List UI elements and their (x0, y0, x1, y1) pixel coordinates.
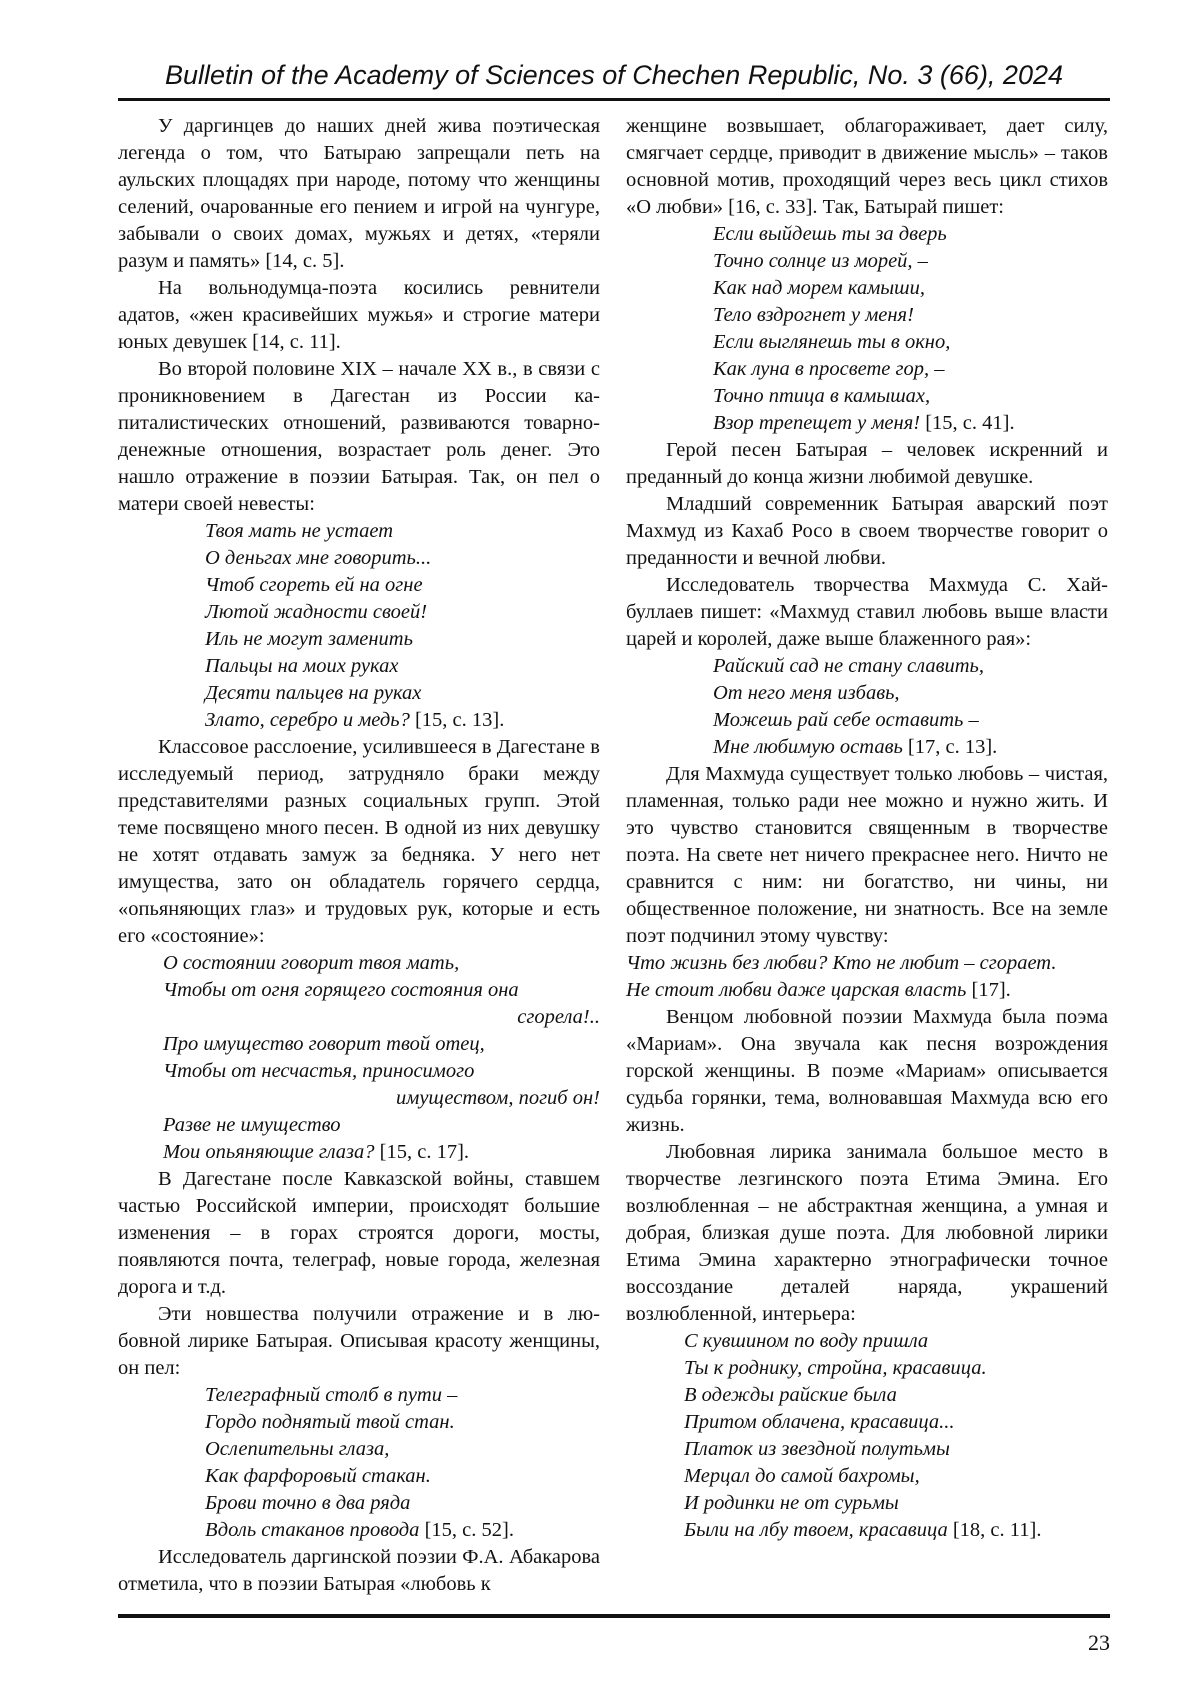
verse-line: О деньгах мне говорить... (205, 547, 432, 569)
paragraph: Эти новшества получили отражение и в любовной лирике Батырая. Описывая красоту женщины, он пел: (118, 1303, 600, 1379)
verse-line: Можешь рай себе оставить – (713, 709, 979, 731)
page-number: 23 (1088, 1630, 1110, 1655)
poem-quote (626, 653, 1108, 761)
verse-line (626, 977, 1108, 1004)
verse-line: Про имущество говорит твой отец, (163, 1033, 485, 1055)
poem-quote (118, 1382, 600, 1544)
verse-line: От него меня избавь, (713, 682, 900, 704)
verse-line: Как фарфоровый стакан. (205, 1465, 431, 1487)
poem-quote (118, 950, 600, 1166)
verse-line: Ослепительны глаза, (205, 1438, 390, 1460)
verse-line: Иль не могут заменить (205, 628, 413, 650)
verse-line: Мерцал до самой бахромы, (684, 1465, 920, 1487)
verse-line (205, 1517, 600, 1544)
verse-text: Вдоль стаканов провода (205, 1519, 420, 1541)
verse-line: Платок из звездной полутьмы (684, 1438, 950, 1460)
citation: [15, с. 13]. (409, 709, 505, 731)
verse-line: И родинки не от сурьмы (684, 1492, 899, 1514)
verse-line (713, 410, 1108, 437)
paragraph: Исследователь даргинской поэзии Ф.А. Абакарова отметила, что в поэзии Батырая «любовь к (118, 1546, 600, 1595)
verse-line: Как луна в просвете гор, – (713, 358, 945, 380)
verse-line: О состоянии говорит твоя мать, (163, 952, 460, 974)
verse-line: Точно солнце из морей, – (713, 250, 928, 272)
paragraph: женщине возвышает, облагораживает, дает силу, смягчает сердце, приводит в движение мысль» – таков основной мотив, проходящий через весь цикл стихов «О любви» [16, с. 33]. Так, Батырай пишет: (626, 115, 1108, 218)
paragraph: Классовое расслоение, усилившееся в Дагестане в исследуемый период, затрудняло браки между представителями разных социальных групп. Этой теме посвящено много песен. В одной из них девушку не хотят отдавать замуж за бедняка. У него нет имущества, зато он обладатель горячего сердца, «опьяняющих глаз» и трудовых рук, которые и есть его «состояние»: (118, 736, 600, 947)
verse-line: Пальцы на моих руках (205, 655, 399, 677)
paragraph: Для Махмуда существует только любовь – чистая, пламенная, только ради нее можно и нужно жить. И это чувство становится священным в творчестве поэта. На свете нет ничего прекраснее него. Ничто не сравнится с ним: ни богатство, ни чины, ни общественное положение, ни знатность. Все на земле поэт подчинил этому чувству: (626, 763, 1108, 947)
verse-line: Твоя мать не устает (205, 520, 394, 542)
paragraph: Исследователь творчества Махмуда С. Хайбуллаев пишет: «Махмуд ставил любовь выше власти царей и королей, даже выше блаженного рая»: (626, 574, 1108, 650)
verse-line: Брови точно в два ряда (205, 1492, 411, 1514)
verse-line: Чтобы от несчастья, приносимого (163, 1060, 475, 1082)
poem-quote (118, 518, 600, 734)
header-rule (118, 98, 1110, 101)
citation: [15, с. 52]. (419, 1519, 514, 1541)
verse-line (205, 707, 600, 734)
verse-line: Лютой жадности своей! (205, 601, 428, 623)
verse-line: Чтобы от огня горящего состояния она (163, 979, 519, 1001)
paragraph: У даргинцев до наших дней жива поэтическая легенда о том, что Батыраю запрещали петь на аульских площадях при народе, потому что женщины селений, очарованные его пением и игрой на чунгуре, забывали о своих домах, мужьях и детях, «теряли разум и память» [14, с. 5]. (118, 115, 600, 272)
verse-line: имуществом, погиб он! (395, 1087, 600, 1109)
verse-text: Не стоит любви даже царская власть (626, 979, 967, 1001)
citation: [18, с. 11]. (947, 1519, 1042, 1541)
paragraph: Венцом любовной поэзии Махмуда была поэма «Мариам». Она звучала как песня возрождения горской женщины. В поэме «Мариам» описывается судьба горянки, тема, волновавшая Махмуда всю его жизнь. (626, 1006, 1108, 1136)
verse-line: Если выглянешь ты в окно, (713, 331, 951, 353)
verse-line: Разве не имущество (163, 1114, 341, 1136)
poem-quote (626, 1328, 1108, 1544)
verse-line: Телеграфный столб в пути – (205, 1384, 458, 1406)
verse-line (163, 1139, 600, 1166)
verse-text: Мои опьяняющие глаза? (163, 1141, 375, 1163)
verse-text: Мне любимую оставь (713, 736, 903, 758)
poem-quote (626, 950, 1108, 1004)
paragraph: В Дагестане после Кавказской войны, ставшем частью Российской империи, происходят большие изменения – в горах строятся дороги, мосты, появляются почта, телеграф, новые города, железная дорога и т.д. (118, 1168, 600, 1298)
verse-line: В одежды райские была (684, 1384, 897, 1406)
verse-line: Тело вздрогнет у меня! (713, 304, 914, 326)
verse-line: Райский сад не стану славить, (713, 655, 985, 677)
verse-line: Точно птица в камышах, (713, 385, 931, 407)
paragraph: Герой песен Батырая – человек искренний и преданный до конца жизни любимой девушке. (626, 439, 1108, 488)
paragraph: Во второй половине XIX – начале XX в., в связи с проникновением в Дагестан из России капиталистических отношений, развиваются товарно-денежные отношения, возрастает роль денег. Это нашло отражение в поэзии Батырая. Так, он пел о матери своей невесты: (118, 358, 600, 515)
footer-rule (118, 1614, 1110, 1618)
journal-header: Bulletin of the Academy of Sciences of Chechen Republic, No. 3 (66), 2024 (164, 60, 1063, 90)
citation: [15, с. 41]. (920, 412, 1015, 434)
verse-line (713, 734, 1108, 761)
verse-line: Если выйдешь ты за дверь (713, 223, 947, 245)
right-column (626, 113, 1108, 1544)
verse-line: Чтоб сгореть ей на огне (205, 574, 423, 596)
verse-line: Десяти пальцев на руках (205, 682, 422, 704)
verse-line (684, 1517, 1108, 1544)
verse-text: Были на лбу твоем, красавица (684, 1519, 948, 1541)
paragraph: Любовная лирика занимала большое место в творчестве лезгинского поэта Етима Эмина. Его возлюбленная – не абстрактная женщина, а умная и добрая, близкая душе поэта. Для любовной лирики Етима Эмина характерно этнографически точное воссоздание деталей наряда, украшений возлюбленной, интерьера: (626, 1141, 1108, 1325)
verse-text: Взор трепещет у меня! (713, 412, 921, 434)
verse-line: Как над морем камыши, (713, 277, 926, 299)
paragraph: На вольнодумца-поэта косились ревнители адатов, «жен красивейших мужья» и строгие матери юных девушек [14, с. 11]. (118, 277, 600, 353)
verse-line: Притом облачена, красавица... (684, 1411, 955, 1433)
poem-quote (626, 221, 1108, 437)
verse-line: Гордо поднятый твой стан. (205, 1411, 455, 1433)
verse-line: Ты к роднику, стройна, красавица. (684, 1357, 987, 1379)
verse-text: Злато, серебро и медь? (205, 709, 410, 731)
verse-line: Что жизнь без любви? Кто не любит – сгорает. (626, 952, 1057, 974)
paragraph: Младший современник Батырая аварский поэт Махмуд из Кахаб Росо в своем творчестве говорит о преданности и вечной любви. (626, 493, 1108, 569)
verse-line: С кувшином по воду пришла (684, 1330, 929, 1352)
citation: [17]. (966, 979, 1011, 1001)
citation: [15, с. 17]. (374, 1141, 470, 1163)
citation: [17, с. 13]. (902, 736, 998, 758)
left-column (118, 113, 600, 1598)
verse-line: сгорела!.. (517, 1006, 600, 1028)
